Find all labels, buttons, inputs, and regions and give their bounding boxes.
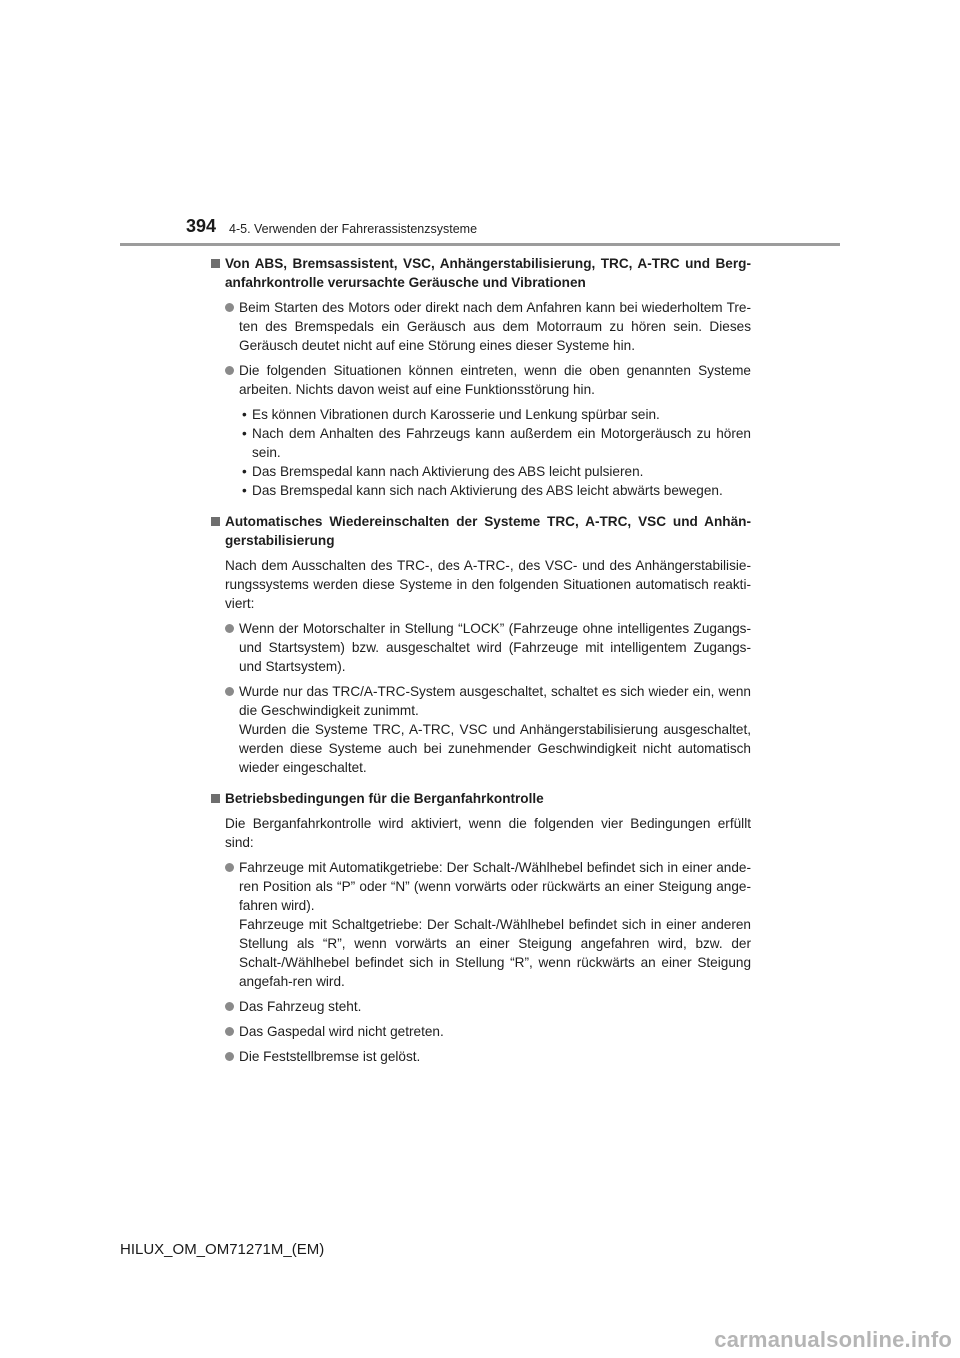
bullet-item: Die folgenden Situationen können eintreten, wenn die oben genannten Systeme arbeiten. Nichts davon weist auf eine Funktionsstörung hin.	[211, 361, 751, 399]
bullet-continuation: Fahrzeuge mit Schaltgetriebe: Der Schalt-/Wählhebel befindet sich in einer anderen Stellung als “R”, wenn vorwärts an einer Steigung angefahren wird, bzw. der Schalt-/Wählhebel befindet sich in Stellung “R”, wenn rückwärts an einer Steigung angefah-ren wird.	[239, 917, 751, 989]
section-heading: Automatisches Wiedereinschalten der Systeme TRC, A-TRC, VSC und Anhän-gerstabilisierung	[211, 512, 751, 550]
section-auto-reactivation	[211, 512, 751, 777]
bullet-item: Das Gaspedal wird nicht getreten.	[211, 1022, 751, 1041]
round-bullet-icon	[225, 863, 234, 872]
header-divider	[120, 243, 840, 246]
sub-list	[239, 405, 751, 500]
sub-item: • Es können Vibrationen durch Karosserie und Lenkung spürbar sein.	[239, 405, 751, 424]
round-bullet-icon	[225, 687, 234, 696]
bullet-item	[211, 858, 751, 991]
round-bullet-icon	[225, 1002, 234, 1011]
dot-marker-icon: •	[242, 407, 247, 422]
square-bullet-icon	[211, 259, 220, 268]
section-heading: Betriebsbedingungen für die Berganfahrkontrolle	[211, 789, 751, 808]
bullet-text: Fahrzeuge mit Automatikgetriebe: Der Schalt-/Wählhebel befindet sich in einer ande-ren Position als “P” oder “N” (wenn vorwärts oder rückwärts an einer Steigung ange-fahren wird).	[239, 860, 751, 913]
page-number: 394	[186, 216, 217, 236]
watermark: carmanualsonline.info	[714, 1327, 952, 1352]
section-noise-vibration	[211, 254, 751, 500]
round-bullet-icon	[225, 303, 234, 312]
round-bullet-icon	[225, 1052, 234, 1061]
sub-item: • Nach dem Anhalten des Fahrzeugs kann außerdem ein Motorgeräusch zu hören sein.	[239, 424, 751, 462]
bullet-item: Beim Starten des Motors oder direkt nach dem Anfahren kann bei wiederholtem Tre-ten des Bremspedals ein Geräusch aus dem Motorraum zu hören sein. Dieses Geräusch deutet nicht auf eine Störung eines dieser Systeme hin.	[211, 298, 751, 355]
section-title: 4-5. Verwenden der Fahrerassistenzsysteme	[229, 222, 478, 236]
bullet-item: Das Fahrzeug steht.	[211, 997, 751, 1016]
dot-marker-icon: •	[242, 426, 247, 441]
document-code: HILUX_OM_OM71271M_(EM)	[120, 1241, 325, 1258]
bullet-text: Wurde nur das TRC/A-TRC-System ausgeschaltet, schaltet es sich wieder ein, wenn die Geschwindigkeit zunimmt.	[239, 684, 751, 718]
sub-item: • Das Bremspedal kann sich nach Aktivierung des ABS leicht abwärts bewegen.	[239, 481, 751, 500]
round-bullet-icon	[225, 1027, 234, 1036]
square-bullet-icon	[211, 794, 220, 803]
round-bullet-icon	[225, 366, 234, 375]
dot-marker-icon: •	[242, 483, 247, 498]
section-heading: Von ABS, Bremsassistent, VSC, Anhängerstabilisierung, TRC, A-TRC und Berg-anfahrkontrolle verursachte Geräusche und Vibrationen	[211, 254, 751, 292]
bullet-item: Die Feststellbremse ist gelöst.	[211, 1047, 751, 1066]
dot-marker-icon: •	[242, 464, 247, 479]
bullet-item: Wenn der Motorschalter in Stellung “LOCK” (Fahrzeuge ohne intelligentes Zugangs- und Startsystem) bzw. ausgeschaltet wird (Fahrzeuge mit intelligentem Zugangs- und Startsystem).	[211, 619, 751, 676]
page-content	[211, 254, 751, 1078]
sub-item: • Das Bremspedal kann nach Aktivierung des ABS leicht pulsieren.	[239, 462, 751, 481]
square-bullet-icon	[211, 517, 220, 526]
section-hill-start-conditions	[211, 789, 751, 1066]
bullet-continuation: Wurden die Systeme TRC, A-TRC, VSC und Anhängerstabilisierung ausgeschaltet, werden diese Systeme auch bei zunehmender Geschwindigkeit nicht automatisch wieder eingeschaltet.	[239, 722, 751, 775]
section-intro: Die Berganfahrkontrolle wird aktiviert, wenn die folgenden vier Bedingungen erfüllt sind:	[225, 816, 751, 850]
round-bullet-icon	[225, 624, 234, 633]
bullet-item	[211, 682, 751, 777]
section-intro: Nach dem Ausschalten des TRC-, des A-TRC-, des VSC- und des Anhängerstabilisie-rungssystems werden diese Systeme in den folgenden Situationen automatisch reakti-viert:	[225, 558, 751, 611]
